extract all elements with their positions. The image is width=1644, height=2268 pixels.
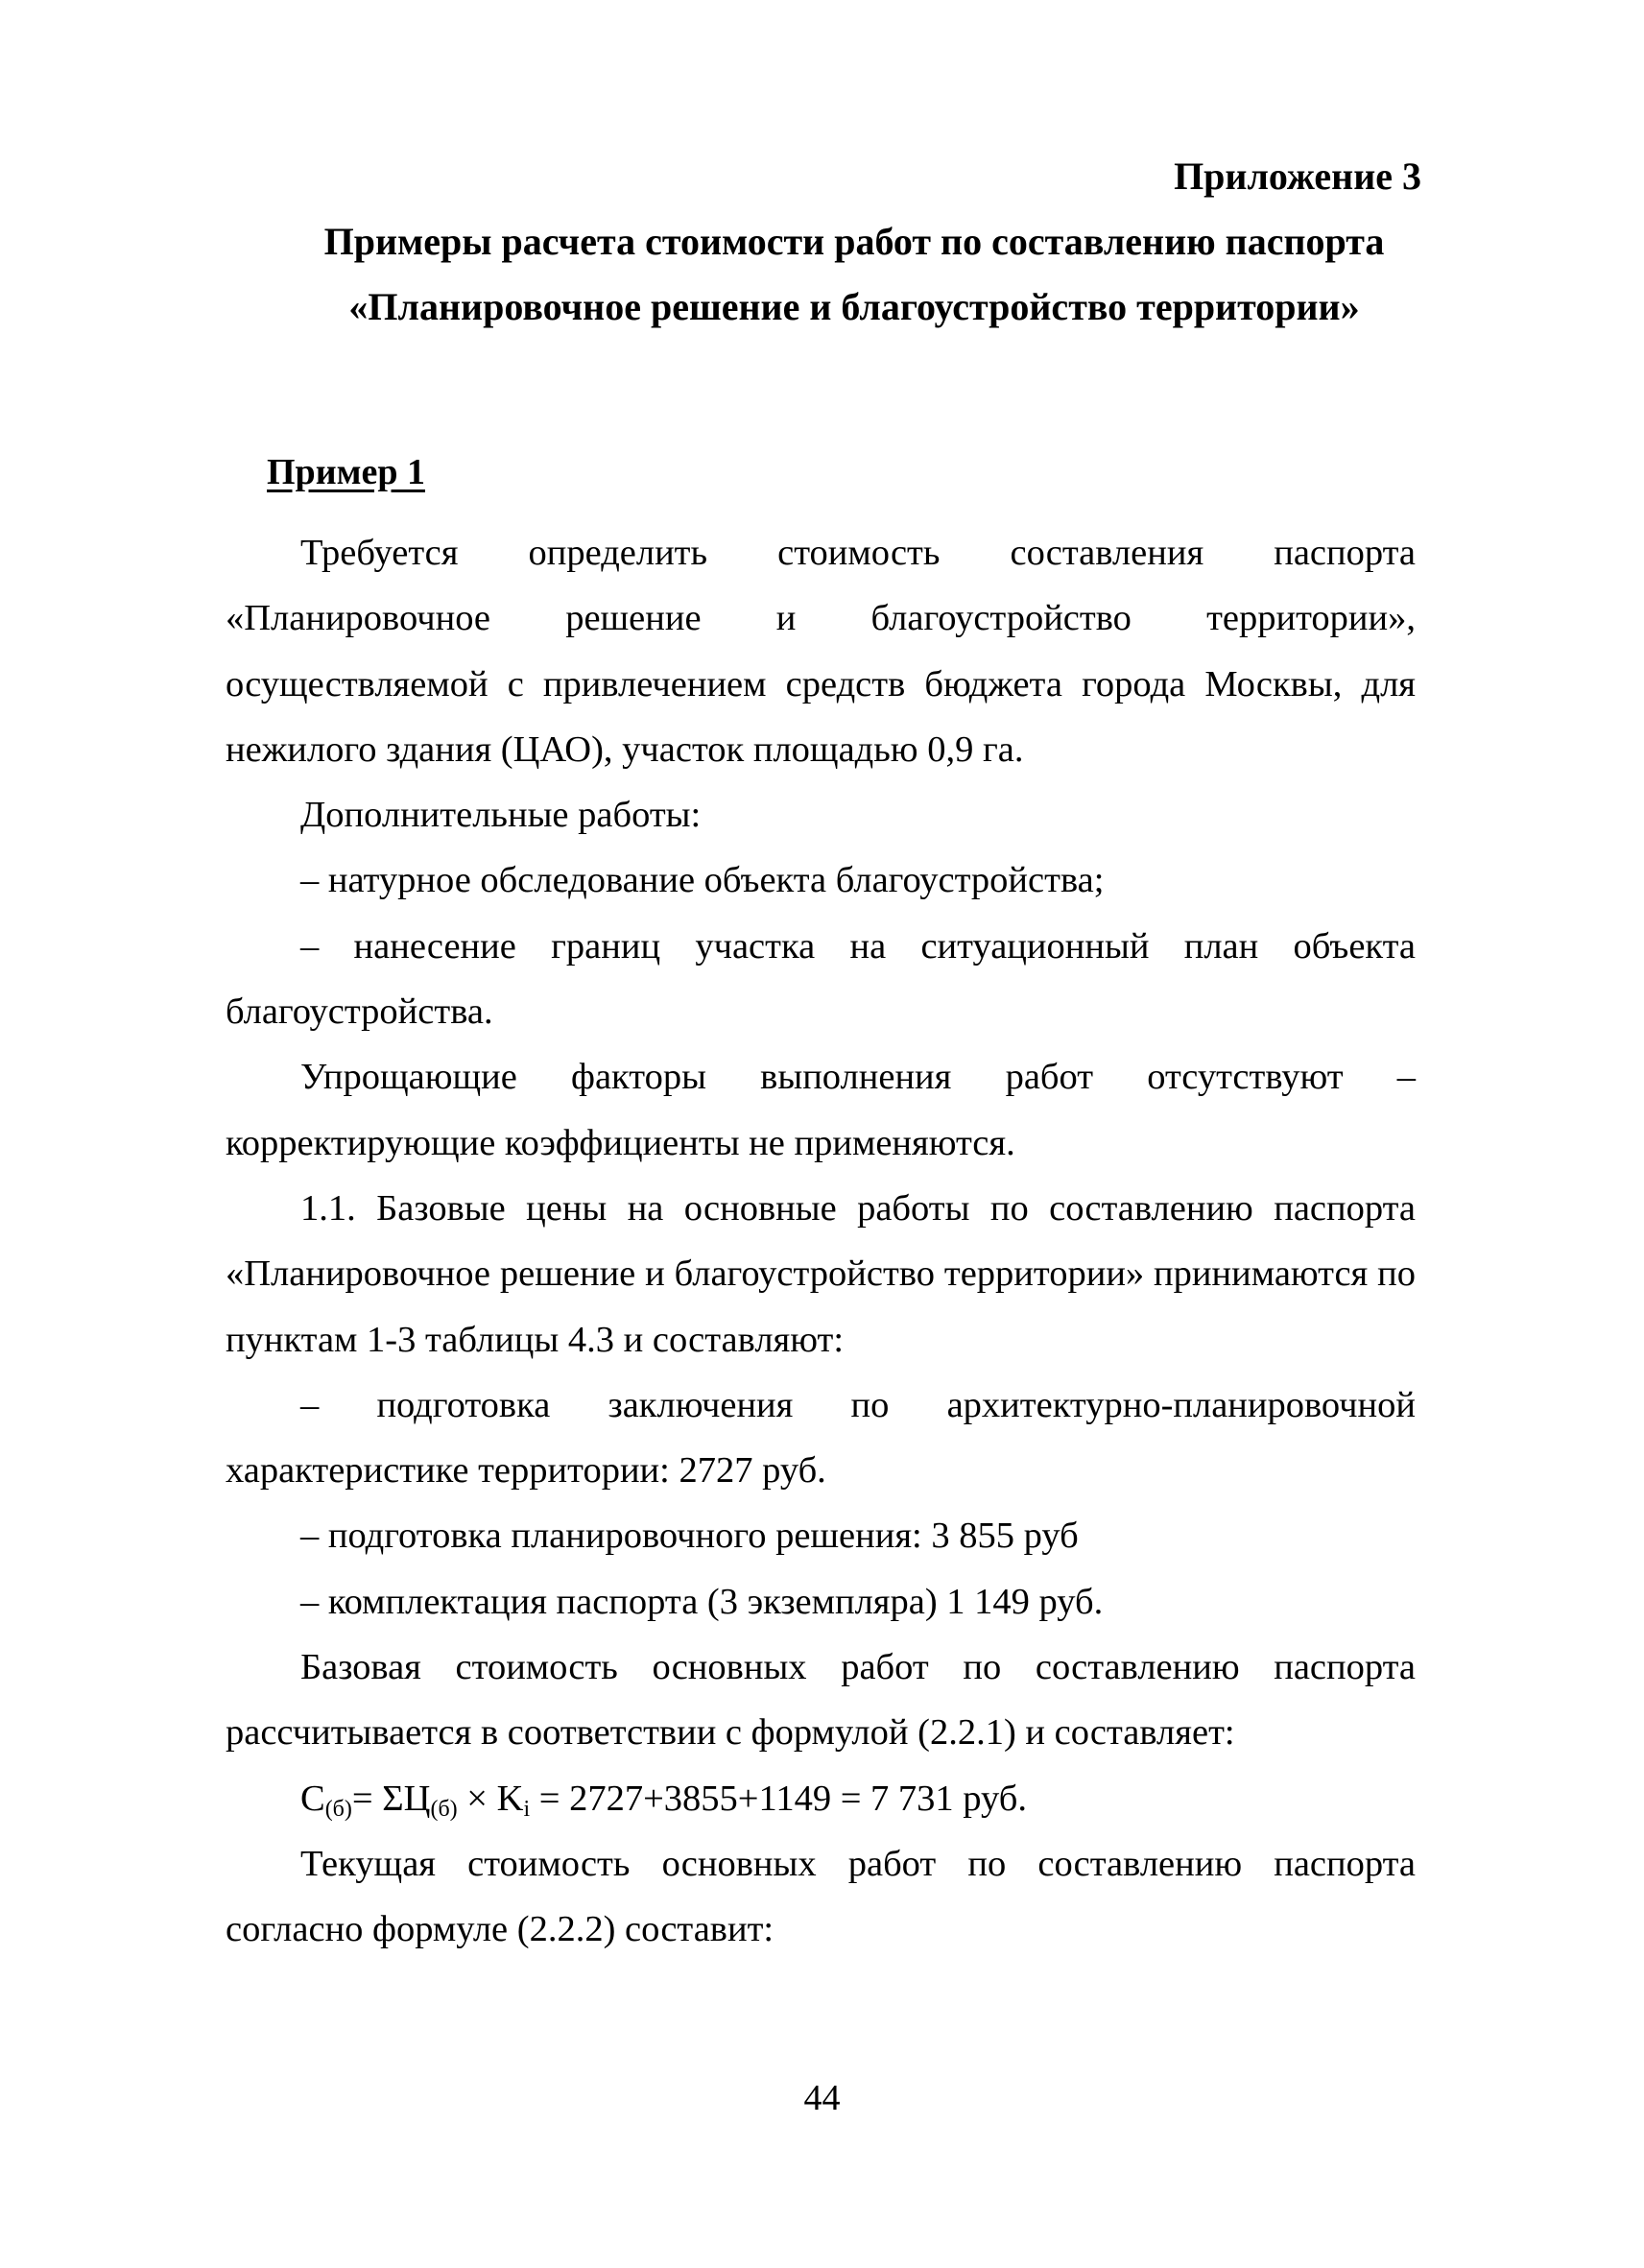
formula-k-subscript: i [523,1796,531,1822]
page-number: 44 [803,2078,841,2118]
list-item-planning-solution: – подготовка планировочного решения: 3 855 руб [300,1516,1079,1557]
formula-sum: = ΣЦ [351,1778,431,1819]
paragraph-base-cost: Базовая стоимость основных работ по составлению паспорта рассчитывается в соответствии с формулой (2.2.1) и составляет: [226,1647,1416,1754]
list-item-passport-set: – комплектация паспорта (3 экземпляра) 1 149 руб. [300,1581,1104,1622]
list-item-survey: – натурное обследование объекта благоустройства; [300,860,1105,901]
body-text [226,520,1416,1963]
example-heading: Пример 1 [267,452,425,492]
paragraph-current-cost: Текущая стоимость основных работ по составлению паспорта согласно формуле (2.2.2) составит: [226,1843,1416,1950]
formula-result: = 2727+3855+1149 = 7 731 руб. [530,1778,1027,1819]
formula-c: С [300,1778,325,1819]
paragraph-base-prices: 1.1. Базовые цены на основные работы по составлению паспорта «Планировочное решение и благоустройство территории» принимаются по пунктам 1-3 таблицы 4.3 и составляют: [226,1187,1416,1360]
paragraph-additional-works: Дополнительные работы: [300,795,702,836]
page-title-line-2: «Планировочное решение и благоустройство территории» [348,285,1360,328]
formula-times-k: × K [457,1778,524,1819]
list-item-boundaries: – нанесение границ участка на ситуационный план объекта благоустройства. [226,925,1416,1033]
paragraph-factors: Упрощающие факторы выполнения работ отсутствуют – корректирующие коэффициенты не применяются. [226,1057,1416,1163]
appendix-label: Приложение 3 [1174,155,1421,198]
paragraph-task: Требуется определить стоимость составления паспорта «Планировочное решение и благоустройство территории», осуществляемой с привлечением средств бюджета города Москвы, для нежилого здания (ЦАО), участок площадью 0,9 га. [226,533,1416,770]
formula-sum-subscript: (б) [430,1796,458,1822]
formula-c-subscript: (б) [324,1796,352,1822]
list-item-conclusion: – подготовка заключения по архитектурно-планировочной характеристике территории: 2727 руб. [226,1384,1416,1492]
page-title-line-1: Примеры расчета стоимости работ по составлению паспорта [323,220,1385,263]
formula-line [226,1766,1416,1831]
